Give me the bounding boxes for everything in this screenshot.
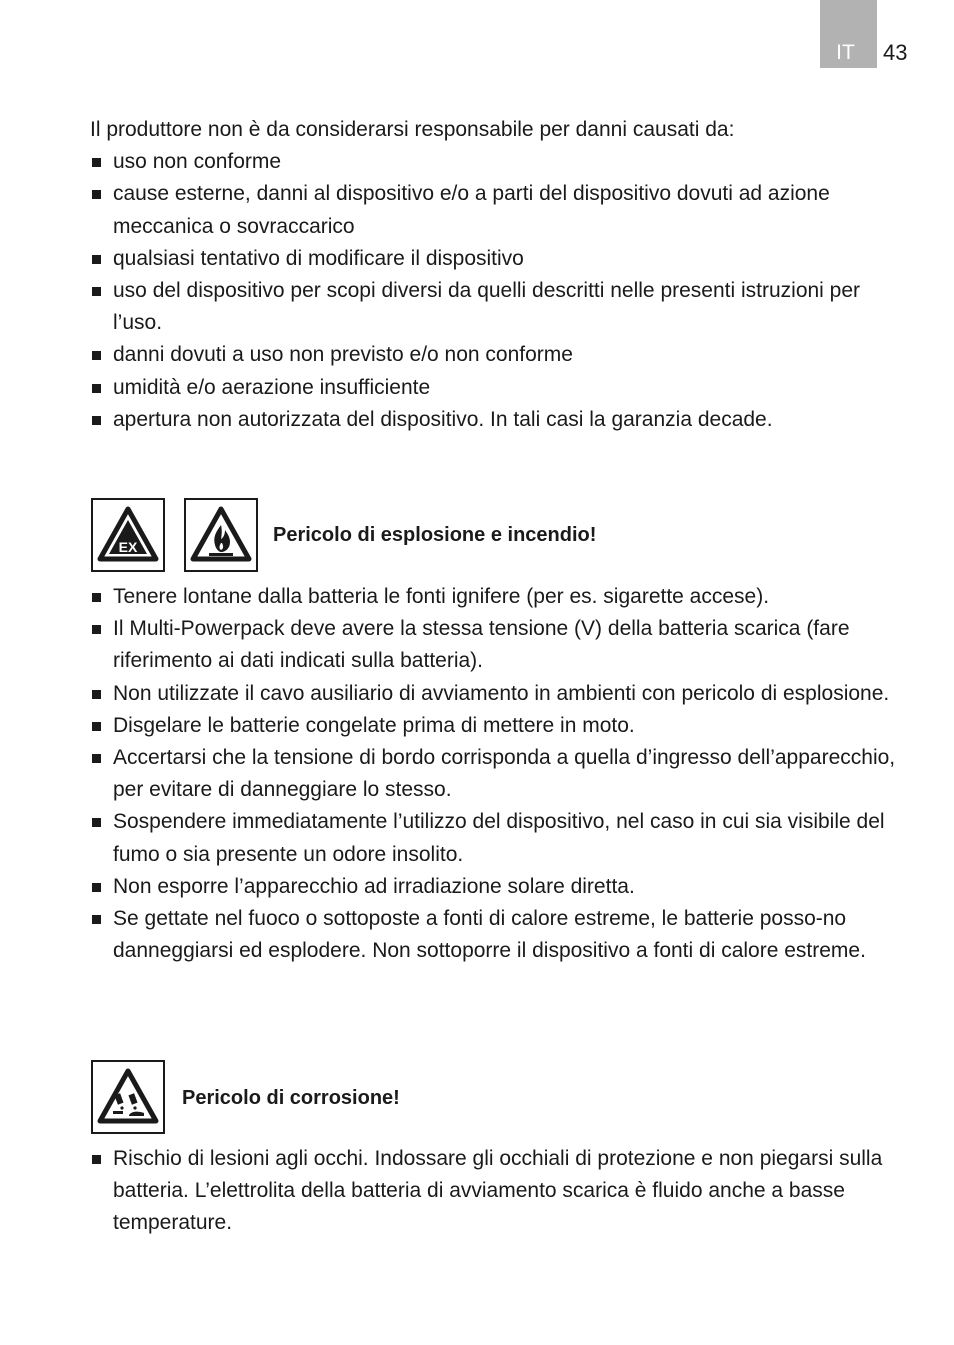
ex-label: EX <box>118 539 138 555</box>
list-item: qualsiasi tentativo di modificare il dispositivo <box>90 243 910 275</box>
list-item: Rischio di lesioni agli occhi. Indossare gli occhiali di protezione e non piegarsi sulla batteria. L’elettrolita della batteria di avviamento scarica è fluido anche a basse temperature. <box>90 1143 910 1240</box>
list-item: Se gettate nel fuoco o sottoposte a fonti di calore estreme, le batterie posso-no danneggiarsi ed esplodere. Non sottoporre il dispositivo a fonti di calore estreme. <box>90 903 910 967</box>
corrosive-icon <box>91 1060 165 1134</box>
list-item: Accertarsi che la tensione di bordo corrisponda a quella d’ingresso dell’apparecchio, per evitare di danneggiare lo stesso. <box>90 742 910 806</box>
list-item: Il Multi-Powerpack deve avere la stessa tensione (V) della batteria scarica (fare riferimento ai dati indicati sulla batteria). <box>90 613 910 677</box>
list-item: uso non conforme <box>90 146 910 178</box>
liability-section <box>90 114 910 436</box>
list-item: danni dovuti a uso non previsto e/o non conforme <box>90 339 910 371</box>
list-item: Disgelare le batterie congelate prima di mettere in moto. <box>90 710 910 742</box>
list-item: cause esterne, danni al dispositivo e/o a parti del dispositivo dovuti ad azione meccanica o sovraccarico <box>90 178 910 242</box>
page-number: 43 <box>883 40 908 65</box>
list-item: umidità e/o aerazione insufficiente <box>90 372 910 404</box>
language-label: IT <box>836 41 855 64</box>
liability-lead: Il produttore non è da considerarsi responsabile per danni causati da: <box>90 118 735 141</box>
list-item: Non esporre l’apparecchio ad irradiazione solare diretta. <box>90 871 910 903</box>
explosion-heading: Pericolo di esplosione e incendio! <box>273 524 597 546</box>
liability-list <box>90 146 910 436</box>
list-item: Sospendere immediatamente l’utilizzo del dispositivo, nel caso in cui sia visibile del fumo o sia presente un odore insolito. <box>90 806 910 870</box>
list-item: apertura non autorizzata del dispositivo. In tali casi la garanzia decade. <box>90 404 910 436</box>
list-item: uso del dispositivo per scopi diversi da quelli descritti nelle presenti istruzioni per l’uso. <box>90 275 910 339</box>
list-item: Non utilizzate il cavo ausiliario di avviamento in ambienti con pericolo di esplosione. <box>90 678 910 710</box>
language-tab <box>820 0 877 68</box>
explosion-list <box>90 581 910 967</box>
corrosion-section <box>90 1143 910 1240</box>
corrosion-heading: Pericolo di corrosione! <box>182 1087 400 1109</box>
explosion-section <box>90 581 910 967</box>
flammable-icon <box>184 498 258 572</box>
corrosion-list <box>90 1143 910 1240</box>
explosive-atmosphere-icon <box>91 498 165 572</box>
list-item: Tenere lontane dalla batteria le fonti ignifere (per es. sigarette accese). <box>90 581 910 613</box>
